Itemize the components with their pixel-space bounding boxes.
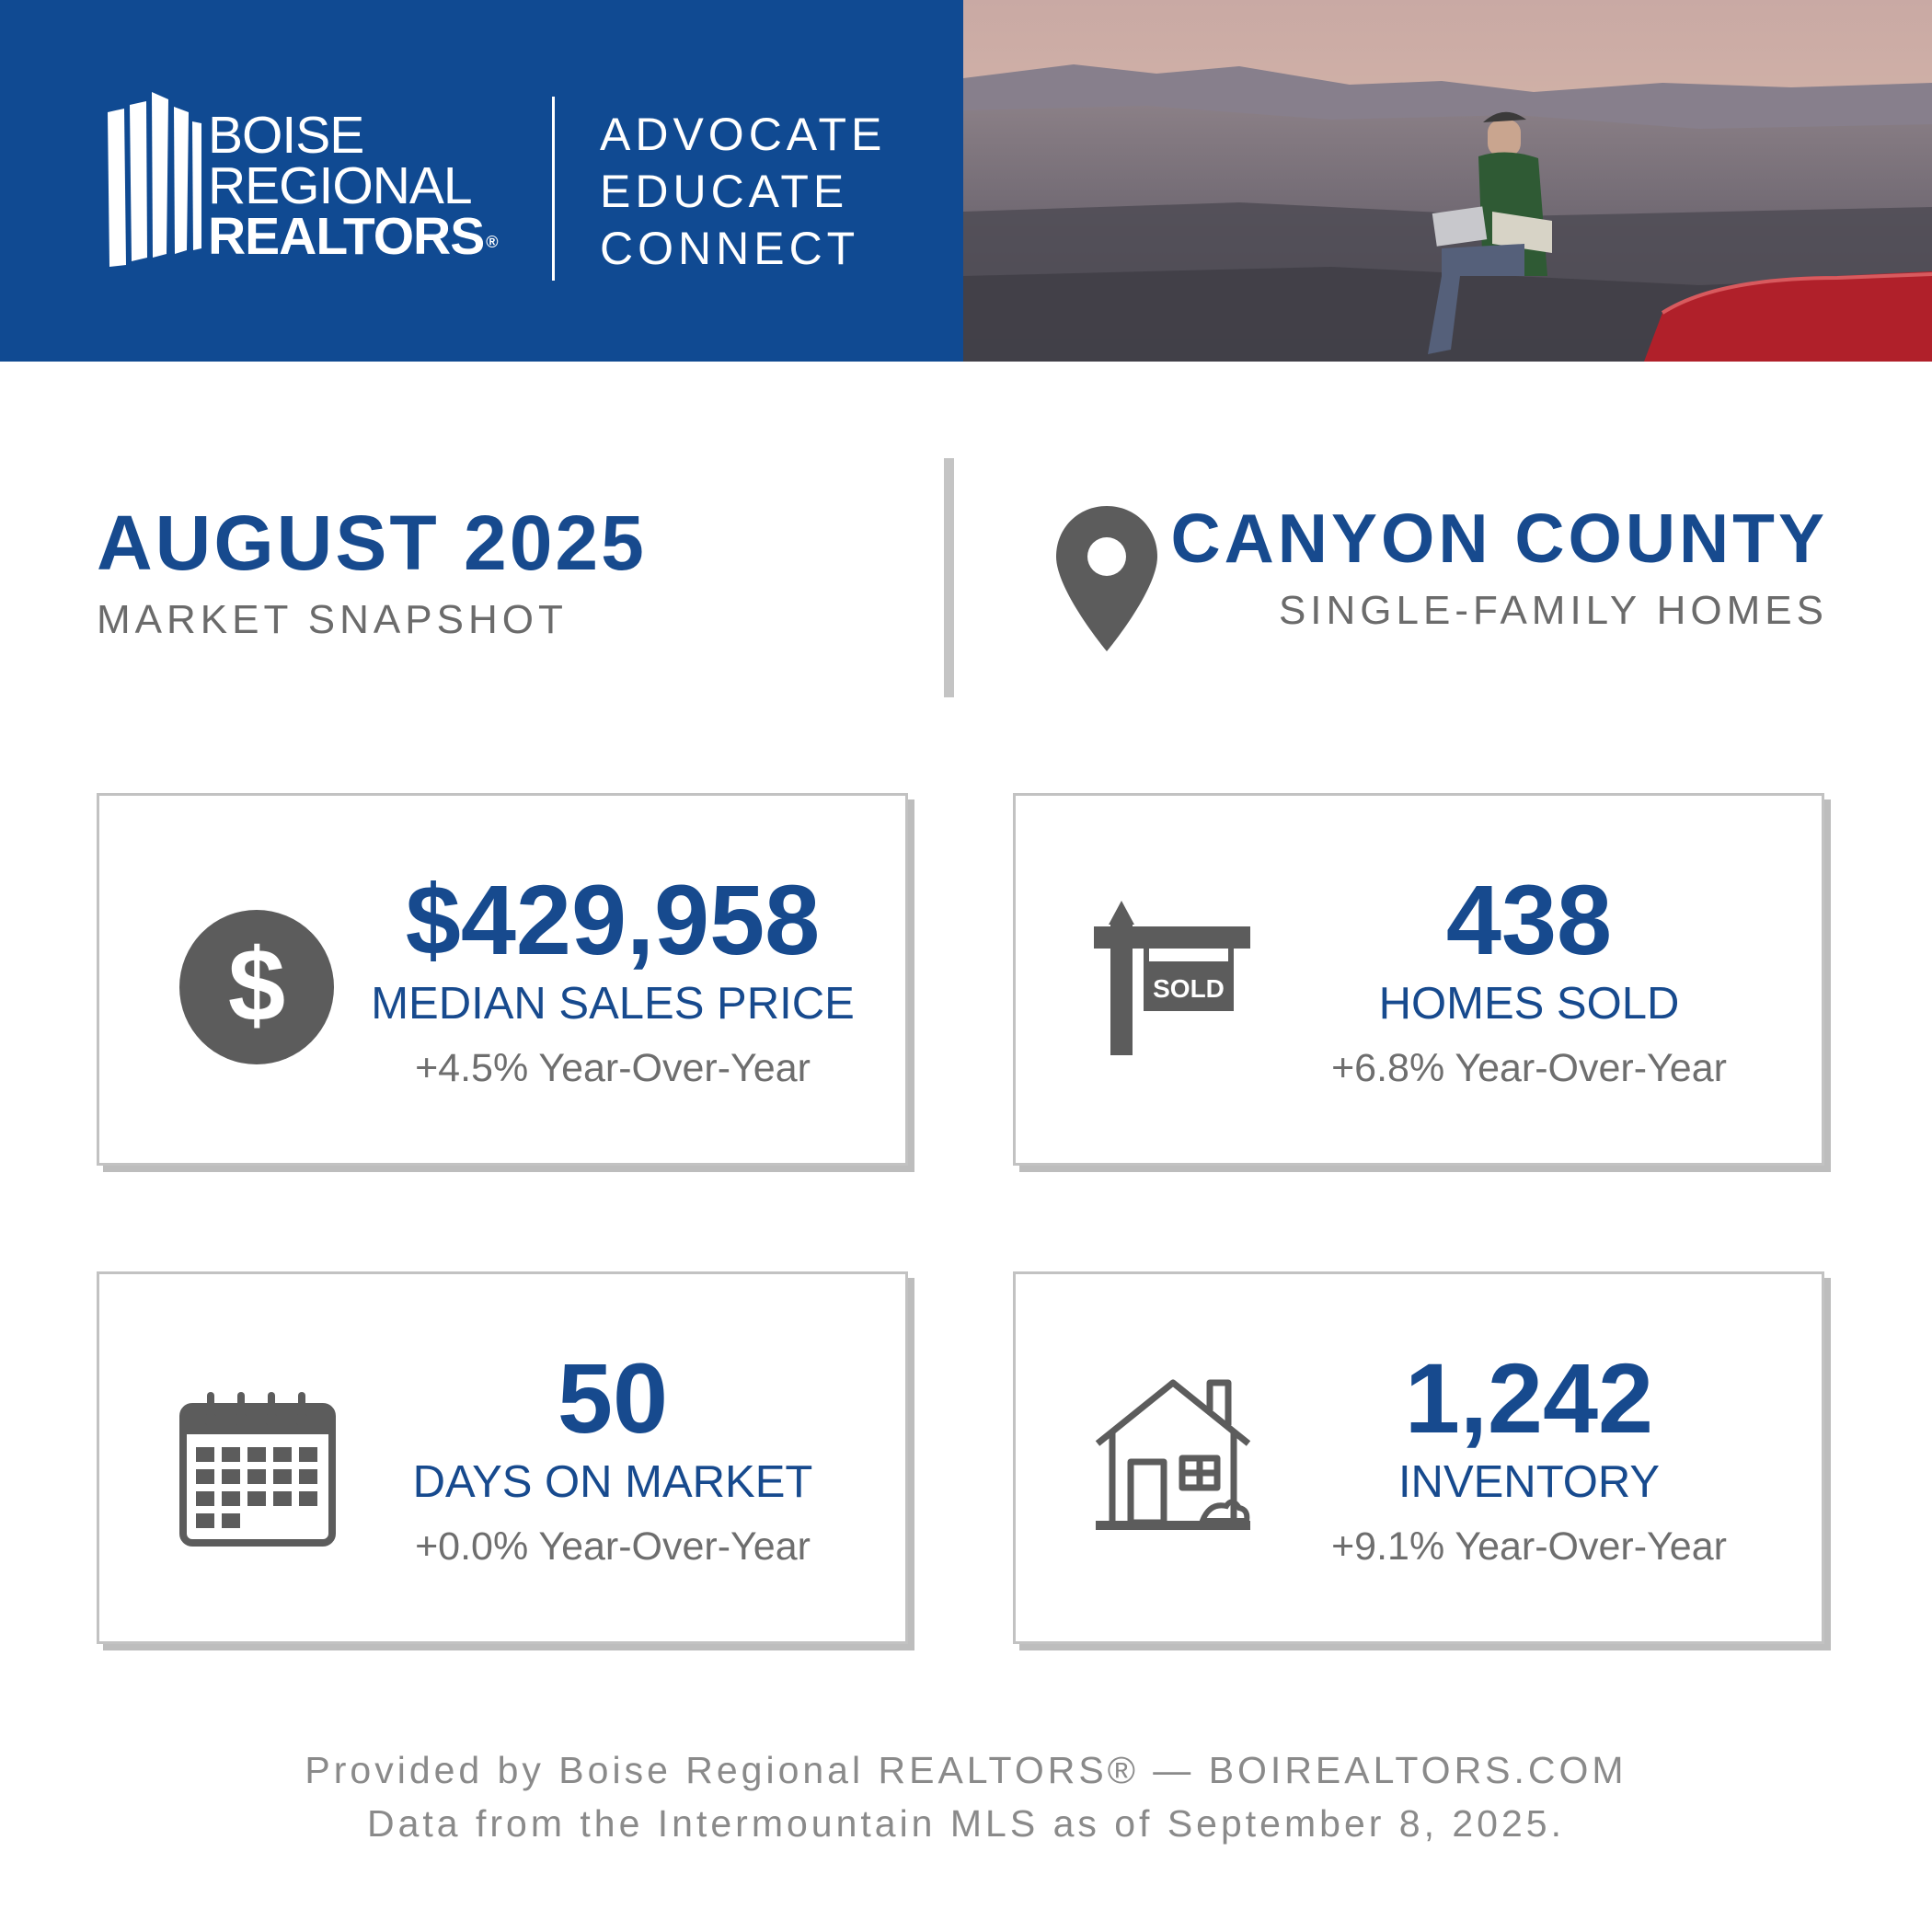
area-segment: SINGLE-FAMILY HOMES (1278, 588, 1828, 633)
landscape-photo (963, 0, 1932, 362)
tagline (600, 106, 886, 277)
tagline-word-1: ADVOCATE (600, 109, 887, 160)
homes-sold-value: 438 (1445, 863, 1613, 975)
sold-sign-icon (1094, 899, 1250, 1055)
logo-line-2: REGIONAL (208, 156, 472, 215)
header-banner (0, 0, 1932, 362)
logo-mark-icon (106, 92, 202, 269)
area-name: CANYON COUNTY (1170, 500, 1828, 577)
inventory-card (1013, 1271, 1824, 1644)
days-on-market-card (97, 1271, 908, 1644)
report-subtitle: MARKET SNAPSHOT (97, 597, 568, 642)
median-price-label: MEDIAN SALES PRICE (371, 978, 855, 1029)
median-price-value: $429,958 (405, 863, 821, 975)
days-on-market-stats (375, 1274, 850, 1641)
dollar-icon (179, 910, 334, 1064)
footer-data-source: Data from the Intermountain MLS as of September 8, 2025. (367, 1802, 1565, 1845)
homes-sold-stats (1292, 796, 1766, 1163)
svg-text:SOLD: SOLD (1153, 974, 1225, 1003)
homes-sold-card (1013, 793, 1824, 1166)
calendar-icon (179, 1392, 336, 1547)
report-period: AUGUST 2025 (97, 500, 647, 586)
median-price-yoy: +4.5% Year-Over-Year (415, 1045, 811, 1090)
median-price-card (97, 793, 908, 1166)
tagline-word-2: EDUCATE (600, 166, 849, 217)
svg-text:$: $ (227, 927, 286, 1042)
house-icon (1094, 1377, 1252, 1534)
inventory-yoy: +9.1% Year-Over-Year (1331, 1524, 1727, 1569)
inventory-label: INVENTORY (1397, 1456, 1661, 1507)
logo-line-3: REALTORS ® (208, 207, 498, 266)
report-title-block (97, 501, 647, 643)
brand-panel (0, 0, 963, 362)
median-price-stats (371, 796, 855, 1163)
days-on-market-value: 50 (557, 1341, 669, 1454)
title-divider (944, 458, 954, 697)
footer-credit: Provided by Boise Regional REALTORS® — BOIREALTORS.COM (305, 1749, 1627, 1791)
homes-sold-label: HOMES SOLD (1378, 978, 1680, 1029)
brand-divider (552, 97, 555, 281)
inventory-value: 1,242 (1404, 1341, 1654, 1454)
area-title-block (1170, 501, 1828, 634)
location-pin-icon (1056, 506, 1157, 651)
logo-line-1: BOISE (208, 106, 364, 165)
logo-wordmark (208, 106, 498, 266)
tagline-word-3: CONNECT (600, 223, 860, 274)
inventory-stats (1292, 1274, 1766, 1641)
days-on-market-yoy: +0.0% Year-Over-Year (415, 1524, 811, 1569)
footer (0, 1743, 1932, 1850)
homes-sold-yoy: +6.8% Year-Over-Year (1331, 1045, 1727, 1090)
days-on-market-label: DAYS ON MARKET (412, 1456, 813, 1507)
